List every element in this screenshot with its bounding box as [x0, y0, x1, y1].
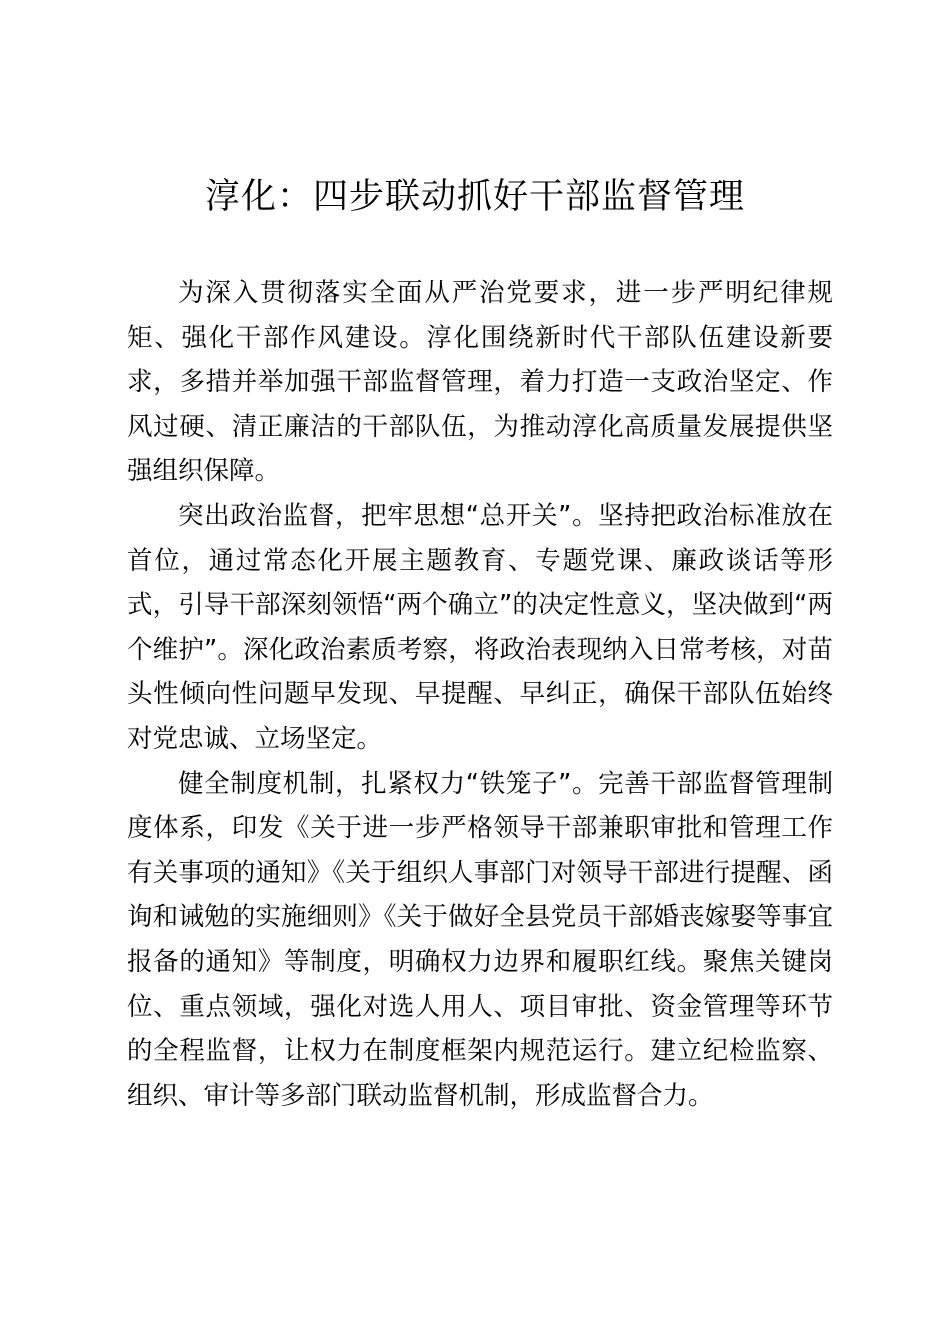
paragraph-institutional-mechanism: 健全制度机制，扎紧权力“铁笼子”。完善干部监督管理制度体系，印发《关于进一步严格领导干部兼职审批和管理工作有关事项的通知》《关于组织人事部门对领导干部进行提醒、函询和诫勉的实施细则》《关于做好全县党员干部婚丧嫁娶等事宜报备的通知》等制度，明确权力边界和履职红线。聚焦关键岗位、重点领域，强化对选人用人、项目审批、资金管理等环节的全程监督，让权力在制度框架内规范运行。建立纪检监察、组织、审计等多部门联动监督机制，形成监督合力。: [127, 768, 833, 1111]
paragraph-political-supervision: 突出政治监督，把牢思想“总开关”。坚持把政治标准放在首位，通过常态化开展主题教育、专题党课、廉政谈话等形式，引导干部深刻领悟“两个确立”的决定性意义，坚决做到“两个维护”。深化政治素质考察，将政治表现纳入日常考核，对苗头性倾向性问题早发现、早提醒、早纠正，确保干部队伍始终对党忠诚、立场坚定。: [127, 500, 833, 754]
document-body: [127, 271, 833, 1118]
paragraph-intro: 为深入贯彻落实全面从严治党要求，进一步严明纪律规矩、强化干部作风建设。淳化围绕新时代干部队伍建设新要求，多措并举加强干部监督管理，着力打造一支政治坚定、作风过硬、清正廉洁的干部队伍，为推动淳化高质量发展提供坚强组织保障。: [127, 278, 833, 487]
document-title: 淳化：四步联动抓好干部监督管理: [204, 177, 745, 217]
